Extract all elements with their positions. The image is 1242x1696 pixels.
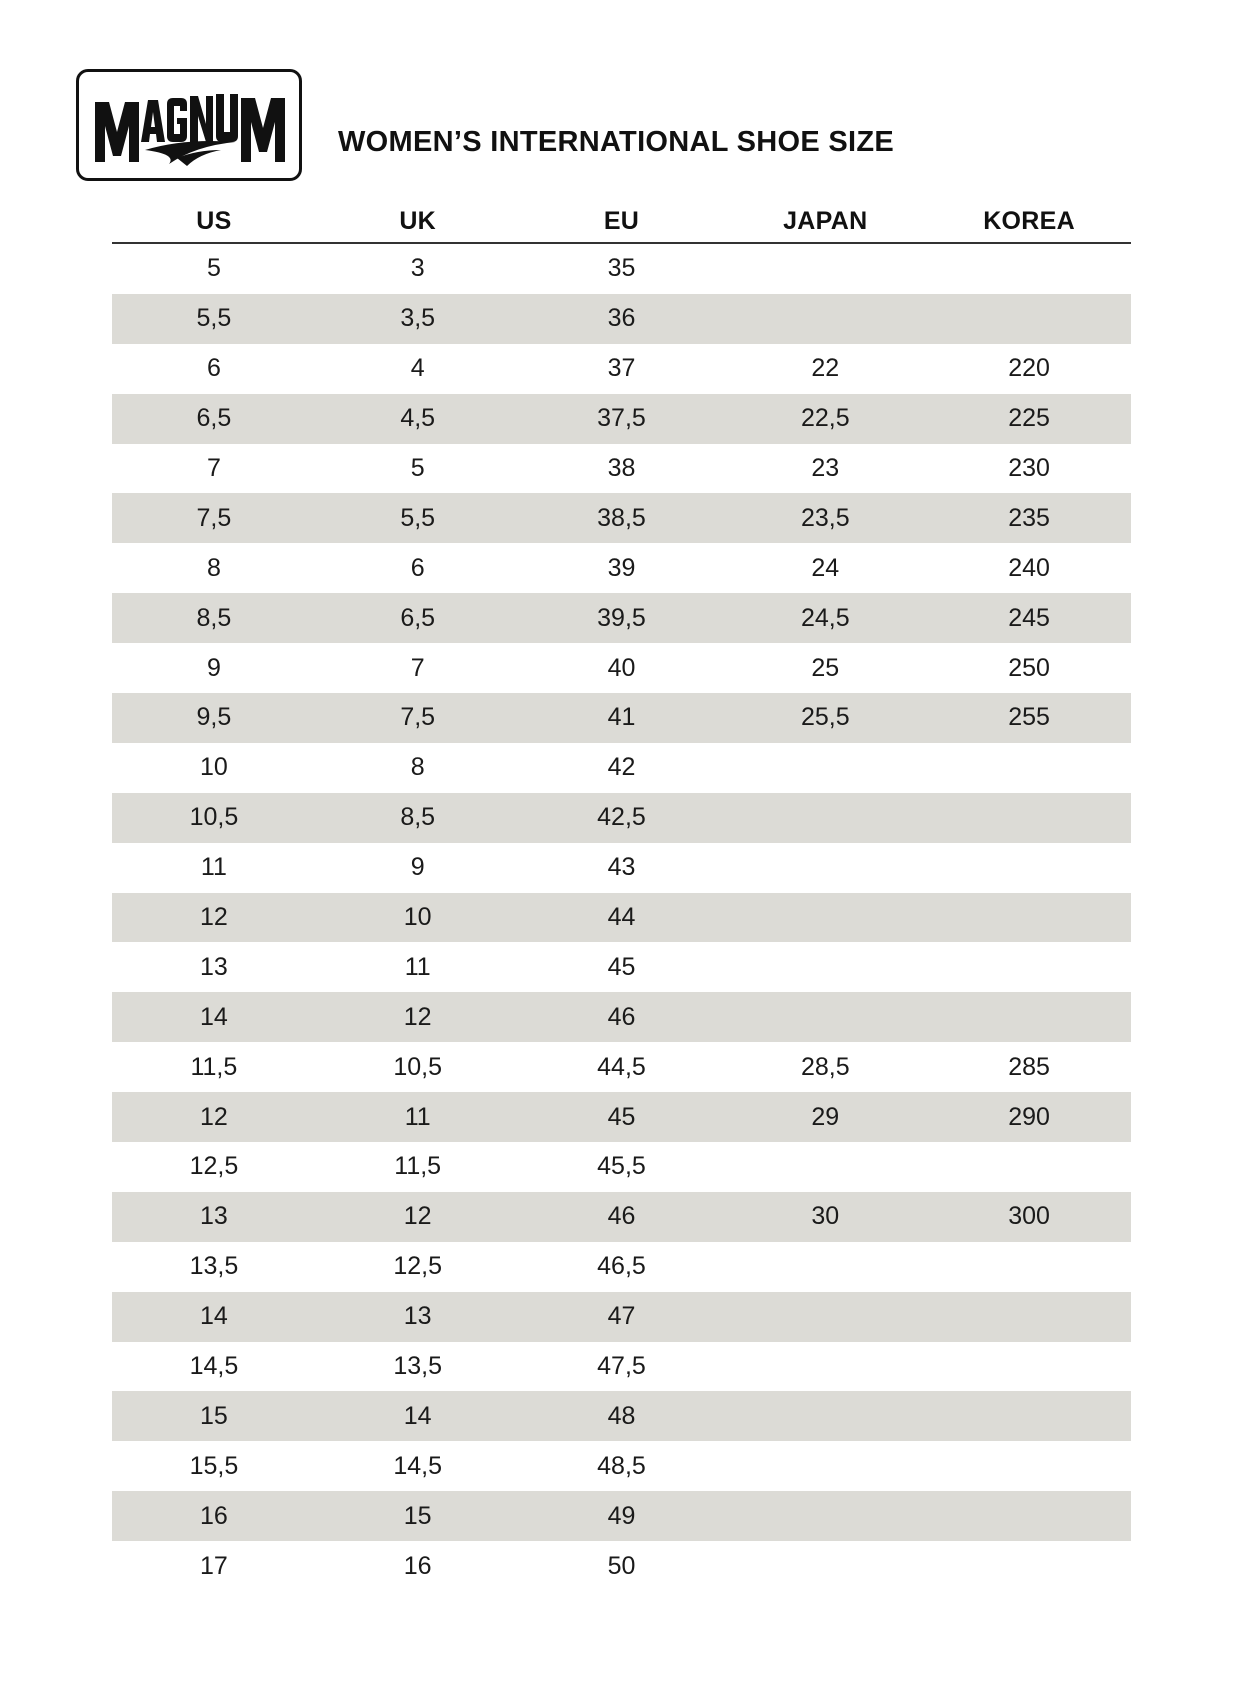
- cell-uk: 4: [410, 354, 425, 383]
- cell-us: 11,5: [190, 1052, 238, 1081]
- cell-korea: 290: [1008, 1102, 1050, 1131]
- table-row: [112, 394, 1131, 444]
- cell-japan: 25,5: [800, 703, 850, 732]
- cell-us: 10,5: [189, 803, 239, 832]
- cell-us: 12: [199, 903, 228, 932]
- cell-uk: 12: [403, 1002, 432, 1031]
- cell-eu: 48: [607, 1401, 636, 1430]
- magnum-logo: [76, 69, 302, 181]
- table-row: [112, 1541, 1131, 1591]
- cell-uk: 7: [410, 653, 425, 682]
- cell-japan: 29: [811, 1102, 840, 1131]
- cell-uk: 6: [410, 553, 425, 582]
- table-row: [112, 992, 1131, 1042]
- table-row: [112, 893, 1131, 943]
- cell-uk: 12: [403, 1202, 432, 1231]
- table-row: [112, 1192, 1131, 1242]
- cell-us: 15,5: [189, 1451, 239, 1480]
- cell-eu: 45: [607, 952, 636, 981]
- magnum-logo-icon: [85, 80, 293, 170]
- cell-eu: 45,5: [597, 1152, 646, 1181]
- cell-eu: 45: [607, 1102, 636, 1131]
- cell-uk: 6,5: [400, 603, 436, 632]
- cell-uk: 16: [403, 1551, 432, 1580]
- cell-us: 15: [199, 1401, 228, 1430]
- cell-eu: 43: [607, 853, 636, 882]
- cell-uk: 5: [410, 454, 425, 482]
- table-row: [112, 693, 1131, 743]
- header-us: US: [196, 206, 232, 235]
- cell-us: 14: [199, 1302, 228, 1331]
- cell-japan: 23,5: [800, 503, 850, 532]
- cell-us: 5: [206, 254, 221, 283]
- cell-eu: 47,5: [597, 1352, 646, 1381]
- table-row: [112, 843, 1131, 893]
- table-row: [112, 1441, 1131, 1491]
- cell-us: 13: [199, 1202, 228, 1231]
- cell-us: 7: [206, 454, 221, 482]
- table-row: [112, 743, 1131, 793]
- cell-eu: 38: [607, 454, 636, 482]
- table-row: [112, 493, 1131, 543]
- table-body: [112, 244, 1131, 1591]
- cell-korea: 235: [1008, 503, 1050, 532]
- cell-us: 12: [199, 1102, 228, 1131]
- table-row: [112, 643, 1131, 693]
- cell-eu: 42,5: [597, 803, 646, 832]
- table-row: [112, 294, 1131, 344]
- cell-us: 8: [206, 553, 221, 582]
- cell-japan: 24: [811, 553, 840, 582]
- table-row: [112, 444, 1131, 494]
- table-row: [112, 344, 1131, 394]
- table-row: [112, 1092, 1131, 1142]
- cell-korea: 255: [1008, 703, 1050, 732]
- table-row: [112, 543, 1131, 593]
- cell-eu: 35: [607, 254, 636, 283]
- cell-japan: 22,5: [800, 404, 850, 433]
- cell-us: 13: [199, 952, 228, 981]
- table-header: [112, 200, 1131, 244]
- cell-us: 14,5: [189, 1352, 239, 1381]
- cell-uk: 13: [403, 1302, 432, 1331]
- cell-korea: 240: [1008, 553, 1050, 582]
- cell-eu: 36: [607, 304, 636, 333]
- table-row: [112, 793, 1131, 843]
- cell-us: 6: [206, 354, 221, 383]
- cell-uk: 7,5: [400, 703, 436, 732]
- table-row: [112, 942, 1131, 992]
- cell-us: 16: [199, 1501, 228, 1530]
- cell-us: 7,5: [196, 503, 232, 532]
- cell-japan: 23: [811, 454, 840, 482]
- cell-uk: 9: [410, 853, 425, 882]
- cell-japan: 28,5: [800, 1052, 850, 1081]
- cell-uk: 8,5: [400, 803, 436, 832]
- cell-uk: 3,5: [400, 304, 436, 333]
- cell-uk: 5,5: [400, 503, 436, 532]
- size-table: [112, 200, 1131, 1591]
- header-eu: EU: [603, 206, 640, 235]
- cell-uk: 12,5: [393, 1252, 443, 1281]
- cell-us: 12,5: [189, 1152, 239, 1181]
- cell-eu: 37: [607, 354, 636, 383]
- cell-uk: 11: [404, 1102, 431, 1131]
- cell-us: 9,5: [196, 703, 232, 732]
- header-japan: JAPAN: [783, 206, 868, 235]
- cell-japan: 22: [811, 354, 840, 383]
- cell-korea: 220: [1008, 354, 1050, 383]
- cell-eu: 48,5: [597, 1451, 646, 1480]
- table-row: [112, 1491, 1131, 1541]
- table-row: [112, 1042, 1131, 1092]
- cell-uk: 14,5: [393, 1451, 443, 1480]
- cell-korea: 225: [1008, 404, 1050, 433]
- cell-eu: 50: [607, 1551, 636, 1580]
- cell-eu: 39,5: [597, 603, 646, 632]
- cell-korea: 300: [1008, 1202, 1050, 1231]
- header-korea: KOREA: [983, 206, 1075, 235]
- cell-korea: 245: [1008, 603, 1050, 632]
- header-uk: UK: [399, 206, 437, 235]
- cell-uk: 14: [403, 1401, 432, 1430]
- cell-korea: 285: [1008, 1052, 1050, 1081]
- cell-us: 13,5: [189, 1252, 239, 1281]
- cell-japan: 30: [811, 1202, 840, 1231]
- cell-uk: 3: [410, 254, 425, 283]
- cell-eu: 46: [607, 1002, 636, 1031]
- cell-korea: 230: [1008, 454, 1050, 482]
- cell-uk: 4,5: [400, 404, 436, 433]
- cell-japan: 24,5: [800, 603, 850, 632]
- table-row: [112, 1142, 1131, 1192]
- cell-uk: 15: [403, 1501, 432, 1530]
- cell-eu: 39: [607, 553, 636, 582]
- cell-eu: 41: [607, 703, 636, 732]
- cell-uk: 11,5: [394, 1152, 442, 1181]
- cell-us: 11: [200, 853, 227, 882]
- table-row: [112, 1242, 1131, 1292]
- cell-korea: 250: [1008, 653, 1050, 682]
- cell-uk: 11: [404, 952, 431, 981]
- cell-eu: 42: [607, 753, 636, 782]
- cell-us: 10: [199, 753, 228, 782]
- cell-eu: 49: [607, 1501, 636, 1530]
- cell-japan: 25: [811, 653, 840, 682]
- cell-uk: 8: [410, 753, 425, 782]
- page-title: WOMEN’S INTERNATIONAL SHOE SIZE: [338, 126, 895, 158]
- table-row: [112, 1391, 1131, 1441]
- cell-eu: 40: [607, 653, 636, 682]
- cell-us: 5,5: [196, 304, 232, 333]
- cell-eu: 47: [607, 1302, 636, 1331]
- table-row: [112, 244, 1131, 294]
- cell-eu: 44: [607, 903, 636, 932]
- cell-eu: 38,5: [597, 503, 646, 532]
- cell-uk: 10: [403, 903, 432, 932]
- cell-eu: 46: [607, 1202, 636, 1231]
- cell-us: 14: [199, 1002, 228, 1031]
- cell-us: 17: [199, 1551, 228, 1580]
- table-row: [112, 1342, 1131, 1392]
- cell-eu: 46,5: [597, 1252, 646, 1281]
- cell-eu: 37,5: [597, 404, 646, 433]
- table-row: [112, 1292, 1131, 1342]
- cell-uk: 10,5: [393, 1052, 443, 1081]
- cell-us: 9: [206, 653, 221, 682]
- table-row: [112, 593, 1131, 643]
- cell-uk: 13,5: [393, 1352, 443, 1381]
- cell-us: 8,5: [196, 603, 232, 632]
- cell-us: 6,5: [196, 404, 232, 433]
- cell-eu: 44,5: [597, 1052, 646, 1081]
